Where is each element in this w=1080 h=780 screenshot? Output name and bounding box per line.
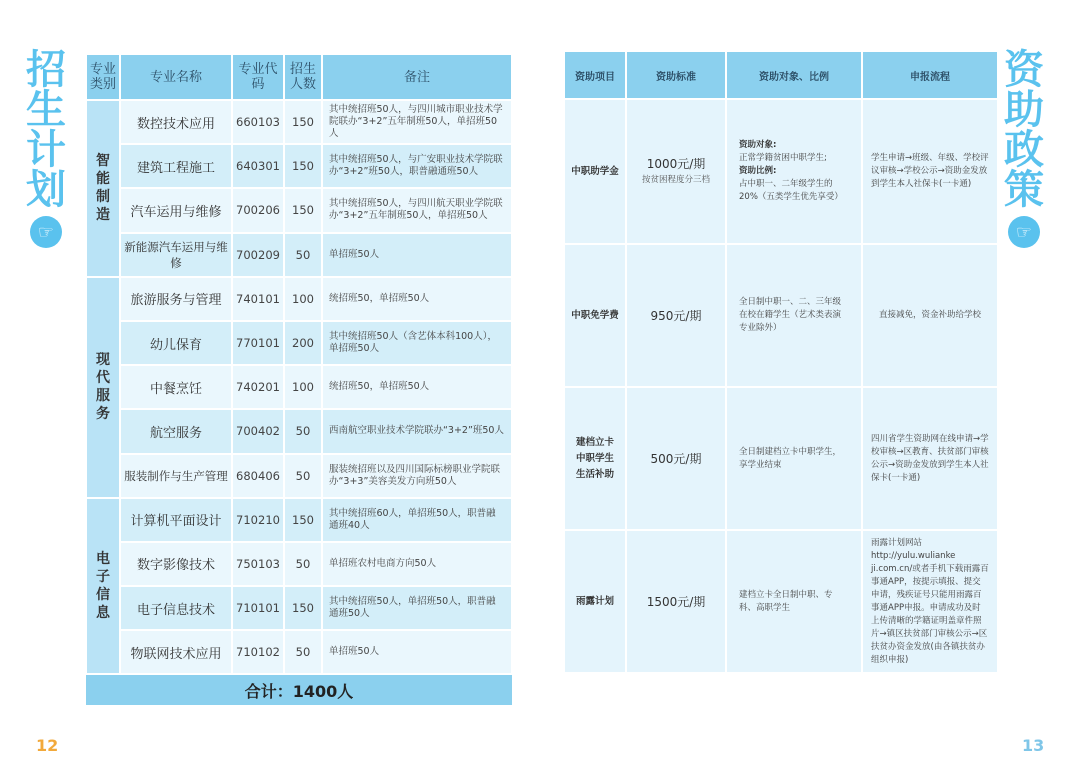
category-cell: 现代服务 xyxy=(86,277,120,498)
enrollment-count: 50 xyxy=(284,233,322,277)
enrollment-note: 单招班农村电商方向50人 xyxy=(322,542,512,586)
aid-row xyxy=(565,100,997,243)
major-code: 640301 xyxy=(232,144,284,188)
enrollment-note: 单招班50人 xyxy=(322,233,512,277)
major-code: 740101 xyxy=(232,277,284,321)
major-code: 710101 xyxy=(232,586,284,630)
title-character: 助 xyxy=(1004,87,1044,133)
aid-row xyxy=(565,531,997,672)
major-code: 700206 xyxy=(232,188,284,232)
header-aid-process: 申报流程 xyxy=(863,52,997,98)
aid-process: 直接减免，资金补助给学校 xyxy=(863,245,997,386)
table-row xyxy=(86,188,512,232)
enrollment-count: 50 xyxy=(284,454,322,498)
major-name: 幼儿保育 xyxy=(120,321,232,365)
major-name: 计算机平面设计 xyxy=(120,498,232,542)
aid-item-name: 中职助学金 xyxy=(565,100,625,243)
table-row xyxy=(86,454,512,498)
enrollment-note: 单招班50人 xyxy=(322,630,512,674)
table-row xyxy=(86,542,512,586)
enrollment-count: 50 xyxy=(284,630,322,674)
aid-item-name: 建档立卡中职学生生活补助 xyxy=(565,388,625,529)
major-name: 建筑工程施工 xyxy=(120,144,232,188)
header-aid-standard: 资助标准 xyxy=(627,52,725,98)
enrollment-count: 150 xyxy=(284,100,322,144)
major-code: 680406 xyxy=(232,454,284,498)
major-code: 710102 xyxy=(232,630,284,674)
aid-target-line: 建档立卡全日制中职、专科、高职学生 xyxy=(739,589,833,613)
pointing-hand-icon: ☞ xyxy=(1008,216,1040,248)
aid-target-line: 正常学籍贫困中职学生; xyxy=(739,153,827,163)
enrollment-note: 其中统招班50人，与四川航天职业学院联办“3+2”五年制班50人，单招班50人 xyxy=(322,188,512,232)
aid-target xyxy=(727,245,861,386)
enrollment-count: 150 xyxy=(284,498,322,542)
header-aid-target: 资助对象、比例 xyxy=(727,52,861,98)
enrollment-note: 其中统招班50人（含艺体本科100人），单招班50人 xyxy=(322,321,512,365)
enrollment-count: 100 xyxy=(284,365,322,409)
aid-process: 学生申请→班级、年级、学校评议审核→学校公示→资助金发放到学生本人社保卡(一卡通) xyxy=(863,100,997,243)
enrollment-count: 150 xyxy=(284,586,322,630)
title-character: 资 xyxy=(1004,47,1044,93)
major-name: 中餐烹饪 xyxy=(120,365,232,409)
aid-standard-amount: 500元/期 xyxy=(650,451,702,466)
header-enrollment-count: 招生人数 xyxy=(284,54,322,100)
aid-target-line: 资助比例: xyxy=(739,166,777,176)
enrollment-note: 其中统招班50人，与广安职业技术学院联办“3+2”班50人，职普融通班50人 xyxy=(322,144,512,188)
table-row xyxy=(86,100,512,144)
pointing-hand-icon: ☞ xyxy=(30,216,62,248)
table-row xyxy=(86,365,512,409)
title-character: 招 xyxy=(26,47,66,93)
aid-header-row xyxy=(565,52,997,98)
financial-aid-vertical-title xyxy=(1004,47,1044,248)
aid-target xyxy=(727,531,861,672)
aid-standard xyxy=(627,100,725,243)
enrollment-note: 西南航空职业技术学院联办“3+2”班50人 xyxy=(322,409,512,453)
major-name: 数控技术应用 xyxy=(120,100,232,144)
header-aid-item: 资助项目 xyxy=(565,52,625,98)
major-code: 700209 xyxy=(232,233,284,277)
enrollment-note: 统招班50，单招班50人 xyxy=(322,365,512,409)
enrollment-count: 200 xyxy=(284,321,322,365)
aid-process: 四川省学生资助网在线申请→学校审核→区教育、扶贫部门审核公示→资助金发放到学生本人社保卡(一卡通) xyxy=(863,388,997,529)
major-code: 770101 xyxy=(232,321,284,365)
table-row xyxy=(86,277,512,321)
title-character: 政 xyxy=(1004,127,1044,173)
header-major-name: 专业名称 xyxy=(120,54,232,100)
page-number-left: 12 xyxy=(36,736,59,755)
header-category: 专业类别 xyxy=(86,54,120,100)
aid-item-name: 雨露计划 xyxy=(565,531,625,672)
total-enrollment: 合计：1400人 xyxy=(86,674,512,705)
title-character: 计 xyxy=(26,127,66,173)
major-name: 旅游服务与管理 xyxy=(120,277,232,321)
enrollment-note: 其中统招班60人，单招班50人，职普融通班40人 xyxy=(322,498,512,542)
enrollment-note: 其中统招班50人，单招班50人，职普融通班50人 xyxy=(322,586,512,630)
enrollment-note: 统招班50，单招班50人 xyxy=(322,277,512,321)
page-number-right: 13 xyxy=(1022,736,1045,755)
major-name: 航空服务 xyxy=(120,409,232,453)
financial-aid-table xyxy=(565,50,995,674)
major-name: 电子信息技术 xyxy=(120,586,232,630)
major-name: 新能源汽车运用与维修 xyxy=(120,233,232,277)
major-name: 物联网技术应用 xyxy=(120,630,232,674)
table-row xyxy=(86,321,512,365)
enrollment-plan-table xyxy=(86,54,512,705)
table-header-row xyxy=(86,54,512,100)
title-character: 策 xyxy=(1004,167,1044,213)
aid-target xyxy=(727,388,861,529)
aid-target xyxy=(727,100,861,243)
table-row xyxy=(86,144,512,188)
aid-target-line: 全日制中职一、二、三年级在校在籍学生（艺术类表演专业除外） xyxy=(739,297,842,333)
category-cell: 智能制造 xyxy=(86,100,120,277)
major-name: 汽车运用与维修 xyxy=(120,188,232,232)
aid-target-line: 资助对象: xyxy=(739,140,777,150)
aid-row xyxy=(565,388,997,529)
recruitment-plan-vertical-title xyxy=(26,47,66,248)
category-cell: 电子信息 xyxy=(86,498,120,675)
table-row xyxy=(86,409,512,453)
aid-target-line: 占中职一、二年级学生的20%（五类学生优先享受） xyxy=(739,179,843,202)
header-note: 备注 xyxy=(322,54,512,100)
enrollment-count: 100 xyxy=(284,277,322,321)
major-code: 740201 xyxy=(232,365,284,409)
aid-standard-amount: 950元/期 xyxy=(650,308,702,323)
major-code: 660103 xyxy=(232,100,284,144)
major-code: 700402 xyxy=(232,409,284,453)
title-character: 生 xyxy=(26,87,66,133)
table-row xyxy=(86,498,512,542)
table-row xyxy=(86,586,512,630)
enrollment-note: 服装统招班以及四川国际标榜职业学院联办“3+3”美容美发方向班50人 xyxy=(322,454,512,498)
enrollment-note: 其中统招班50人，与四川城市职业技术学院联办“3+2”五年制班50人，单招班50人 xyxy=(322,100,512,144)
aid-standard-amount: 1000元/期 xyxy=(646,156,706,171)
major-code: 750103 xyxy=(232,542,284,586)
table-row xyxy=(86,233,512,277)
aid-process: 雨露计划网站 http://yulu.wulianke ji.com.cn/或者手机下载雨露百事通APP，按提示填报、提交申请，残疾证号只能用雨露百事通APP申报。申请成功及时上传清晰的学籍证明盖章件照片→镇区扶贫部门审核公示→区扶贫办资金发放(由各镇扶贫办组织申报) xyxy=(863,531,997,672)
enrollment-count: 50 xyxy=(284,542,322,586)
aid-target-line: 全日制建档立卡中职学生，享学业结束 xyxy=(739,446,842,470)
title-character: 划 xyxy=(26,167,66,213)
enrollment-count: 50 xyxy=(284,409,322,453)
aid-row xyxy=(565,245,997,386)
table-row xyxy=(86,630,512,674)
aid-standard-note: 按贫困程度分三档 xyxy=(641,174,710,185)
enrollment-count: 150 xyxy=(284,188,322,232)
aid-standard xyxy=(627,531,725,672)
major-code: 710210 xyxy=(232,498,284,542)
aid-standard xyxy=(627,245,725,386)
major-name: 服装制作与生产管理 xyxy=(120,454,232,498)
aid-standard-amount: 1500元/期 xyxy=(646,594,706,609)
aid-item-name: 中职免学费 xyxy=(565,245,625,386)
aid-standard xyxy=(627,388,725,529)
header-major-code: 专业代码 xyxy=(232,54,284,100)
enrollment-count: 150 xyxy=(284,144,322,188)
major-name: 数字影像技术 xyxy=(120,542,232,586)
